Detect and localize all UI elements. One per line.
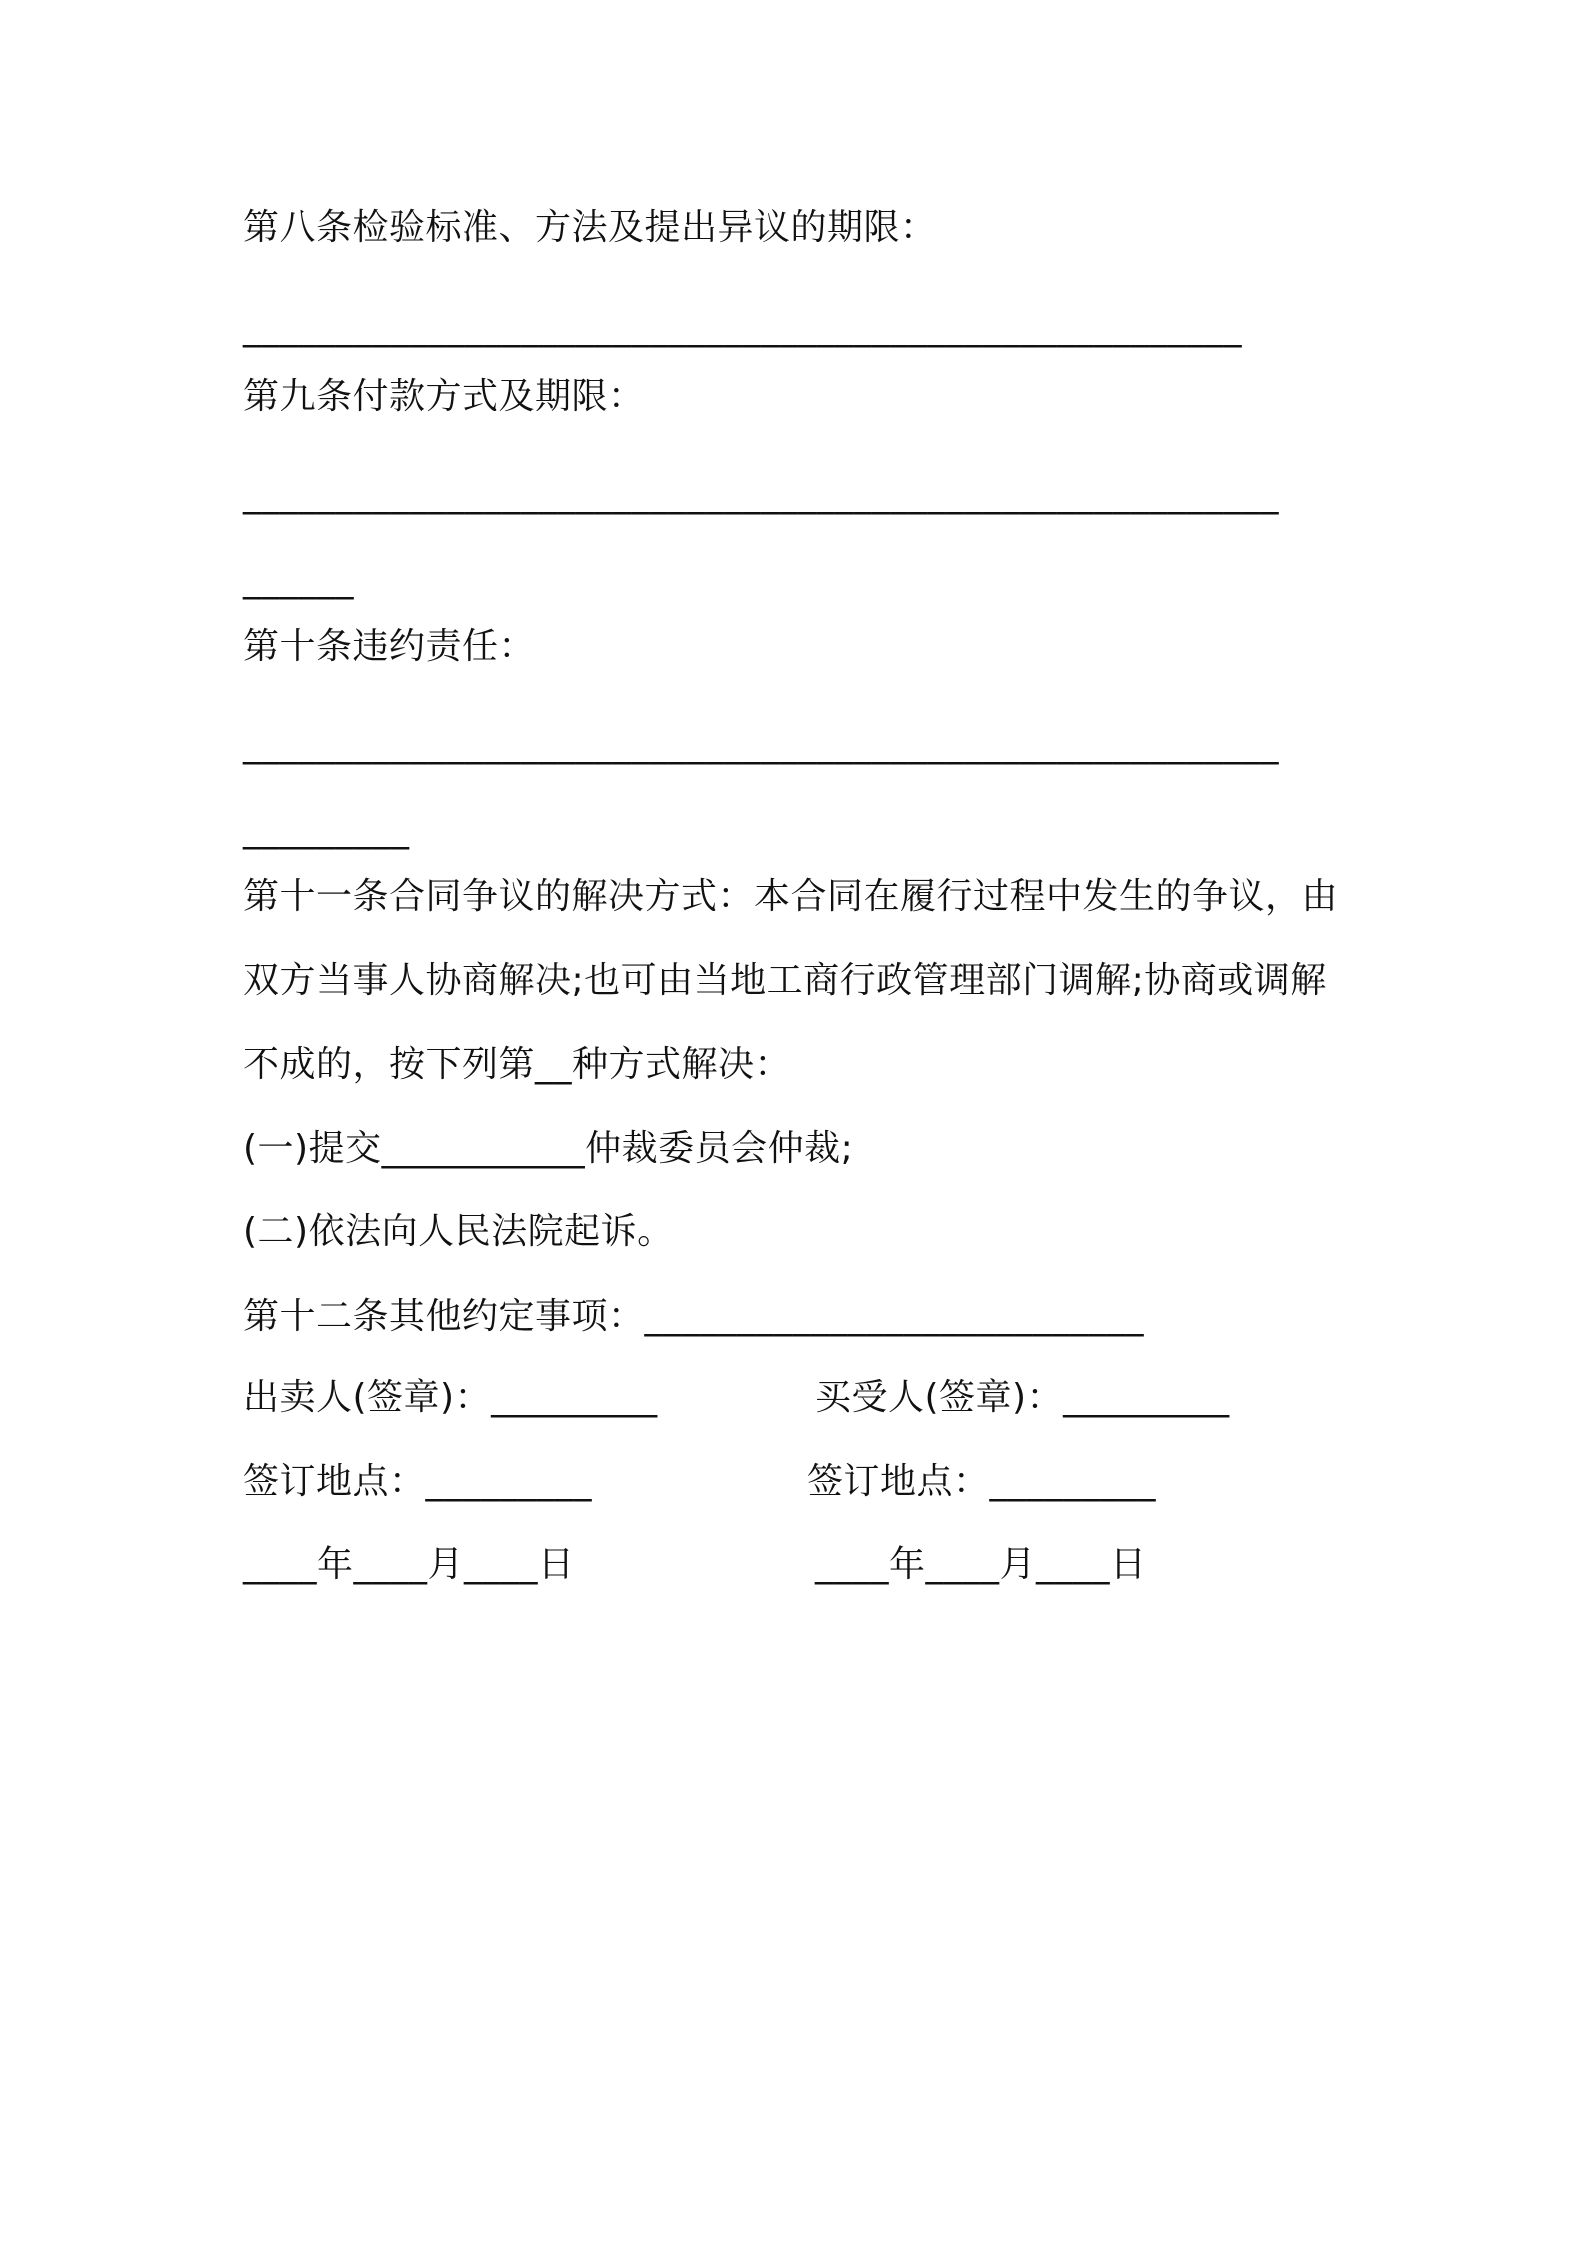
article11-line2: 双方当事人协商解决;也可由当地工商行政管理部门调解;协商或调解 <box>243 960 1327 1001</box>
article9-heading: 第九条付款方式及期限： <box>243 376 645 417</box>
seller-sign-place: 签订地点：_________ <box>243 1461 593 1502</box>
article10-heading: 第十条违约责任： <box>243 626 536 667</box>
article9-blank-line2: ______ <box>243 559 354 600</box>
article11-line3: 不成的，按下列第__种方式解决： <box>243 1044 792 1085</box>
article12-text: 第十二条其他约定事项：___________________________ <box>243 1296 1145 1337</box>
buyer-signature: 买受人(签章)：_________ <box>815 1377 1230 1418</box>
article11-option1: (一)提交___________仲裁委员会仲裁; <box>243 1128 854 1169</box>
article8-blank: ______________________________________________________ <box>243 307 1242 348</box>
seller-signature: 出卖人(签章)：_________ <box>243 1377 658 1418</box>
article10-blank-line1: ________________________________________________________ <box>243 724 1279 765</box>
buyer-sign-date: ____年____月____日 <box>815 1544 1147 1585</box>
seller-sign-date: ____年____月____日 <box>243 1544 575 1585</box>
article11-line1: 第十一条合同争议的解决方式：本合同在履行过程中发生的争议，由 <box>243 876 1339 917</box>
buyer-sign-place: 签订地点：_________ <box>807 1461 1157 1502</box>
article8-heading: 第八条检验标准、方法及提出异议的期限： <box>243 207 937 248</box>
article11-option2: (二)依法向人民法院起诉。 <box>243 1211 674 1252</box>
article10-blank-line2: _________ <box>243 809 410 850</box>
article9-blank-line1: ________________________________________________________ <box>243 474 1279 515</box>
